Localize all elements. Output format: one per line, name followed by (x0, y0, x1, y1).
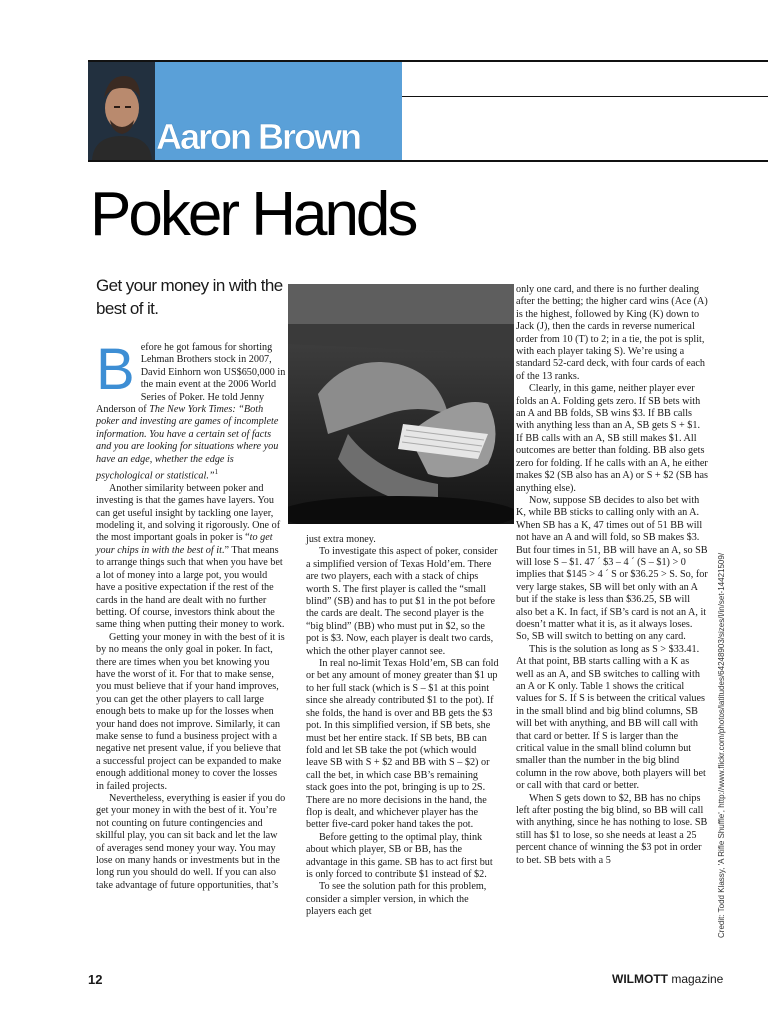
paragraph: Another similarity between poker and investing is that the games have layers. You can get useful insight by tackling one layer, modeling it, and solving it rigorously. One of the most important goals in poker is “to get your chips in with the best of it.” That means to arrange things such that when you have bet a lot of money into a large pot, you would have a positive expectation if the rest of the cards in the hand are dealt with no further betting. Of course, investors think about the same thing when putting their money to work. (96, 482, 285, 631)
paragraph: just extra money. (306, 534, 376, 545)
article-subtitle: Get your money in with the best of it. (96, 276, 283, 318)
paragraph: Nevertheless, everything is easier if you do get your money in with the best of it. You’re not counting on future contingencies and skillful play, you can sit back and let the law of averages send money your way. You may lose on many hands or investments but in the long run you should do well. If you can also take advantage of future opportunities, that’s (96, 793, 286, 891)
paragraph-intro: Before he got famous for shorting Lehman Brothers stock in 2007, David Einhorn won US$650,000 in the main event at the 2006 World Series of Poker. He told Jenny Anderson of The New York Times: “Both poker and investing are games of incomplete information. You have a certain set of facts and you are looking for situations where you have an edge, whether the edge is psychological or statistical.”$^1$ (96, 337, 286, 482)
shuffling-hands-icon (288, 284, 514, 524)
author-photo (88, 62, 155, 160)
column-3 (516, 284, 708, 867)
magazine-name: WILMOTT magazine (612, 972, 724, 986)
author-name: Aaron Brown (156, 116, 361, 157)
paragraph: Clearly, in this game, neither player ever folds an A. Folding gets zero. If SB bets with an A and BB folds, SB wins $3. If BB calls with anything less than an A, SB gets S + $1. If BB calls with an A, SB still makes $1. All outcomes are better than folding. BB also gets zero for folding. If he calls with an A, he either makes $2 (SB also has an A) or S + $2 (SB has anything else). (516, 383, 708, 494)
column-1 (96, 337, 286, 892)
article-title: Poker Hands (90, 180, 416, 249)
paragraph: In real no-limit Texas Hold’em, SB can fold or bet any amount of money greater than $1 up to her full stack (which is S – $1 at this point since she already contributed $1 to the pot). If she folds, the hand is over and BB gets the $3 pot. In this simplified version, if SB bets, she must bet her entire stack. If SB bets, BB can fold and let SB take the pot (which would leave SB with S + $2 and BB with S – $2) or call the bet, in which case BB’s remaining stack goes into the pot, bringing is up to 2S. There are no more decisions in the hand, the flop is dealt, and whichever player has the better five-card poker hand takes the pot. (306, 658, 499, 831)
paragraph: This is the solution as long as S > $33.41. At that point, BB starts calling with a K as well as an A, and SB switches to calling with an A or K only. Table 1 shows the critical values for S. If S is between the critical values in the small blind and big blind columns, SB will bet with anything, and BB will call with that card or better. If S is larger than the critical value in the small blind column but smaller than the number in the big blind column in the row above, both players will bet or call with that card or better. (516, 643, 706, 792)
column-2 (306, 534, 500, 919)
card-shuffle-photo (288, 284, 514, 524)
page-number: 12 (88, 972, 103, 987)
paragraph: Getting your money in with the best of it is by no means the only goal in poker. In fact, there are times when you bet knowing you have the worst of it. For that to make sense, you must believe that if your hand improves, you can get the other players to call large enough bets to make up for the losses when your hand does not improve. Similarly, it can make sense to fund a business project with a negative net present value, if you believe that a successful project can be expanded to make enough additional money to cover the losses in failed projects. (96, 631, 285, 792)
paragraph: Before getting to the optimal play, think about which player, SB or BB, has the advantage in this game. SB has to act first but is only forced to contribute $1 instead of $2. (306, 831, 493, 880)
paragraph: To see the solution path for this problem, consider a simpler version, in which the players each get (306, 881, 487, 918)
paragraph: only one card, and there is no further dealing after the betting; the higher card wins (Ace (A) is the highest, followed by King (K) down to Jack (J), then the cards in reverse numerical order from 10 (T) to 2; in a tie, the pot is split, with each player taking S). We’re using a standard 52-card deck, with four cards of each of the 13 ranks. (516, 284, 708, 382)
paragraph: Now, suppose SB decides to also bet with K, while BB sticks to calling only with an A. When SB has a K, 47 times out of 51 BB will not have an A and will fold, so SB makes $3. But four times in 51, BB will have an A, so SB will lose S – $1. 47 ´ $3 – 4 ´ (S – $1) > 0 implies that $145 > 4 ´ S or $36.25 > S. So, for very large stakes, SB will bet only with an A but if the stake is less than $36.25, SB will also bet a K. In fact, if SB’s card is not an A, it doesn’t matter what it is, as it always loses. So, SB will switch to betting on any card. (516, 494, 708, 643)
photo-credit: Credit: Todd Klassy, 'A Rifle Shuffle', http://www.flickr.com/photos/latitudes/64248903/sizes/l/in/set-14421509/ (717, 552, 726, 938)
header-mid-rule (402, 96, 768, 97)
footnote-marker: 1 (214, 468, 219, 477)
drop-cap: B (96, 337, 135, 402)
header-bottom-rule (88, 160, 768, 162)
paragraph: When S gets down to $2, BB has no chips left after posting the big blind, so BB will call with anything, since he has nothing to lose. SB still has $1 to lose, so she needs at least a 25 percent chance of winning the $3 pot in order to bet. SB bets with a 5 (516, 792, 708, 866)
paragraph: To investigate this aspect of poker, consider a simplified version of Texas Hold’em. There are two players, each with a stack of chips worth S. The first player is called the “small blind” (SB) and has to put $1 in the pot before the cards are dealt. The second player is the “big blind” (BB) who must put in $2, so the pot is $3. Now, each player is dealt two cards, which the other player cannot see. (306, 546, 498, 657)
author-portrait-icon (88, 62, 155, 160)
